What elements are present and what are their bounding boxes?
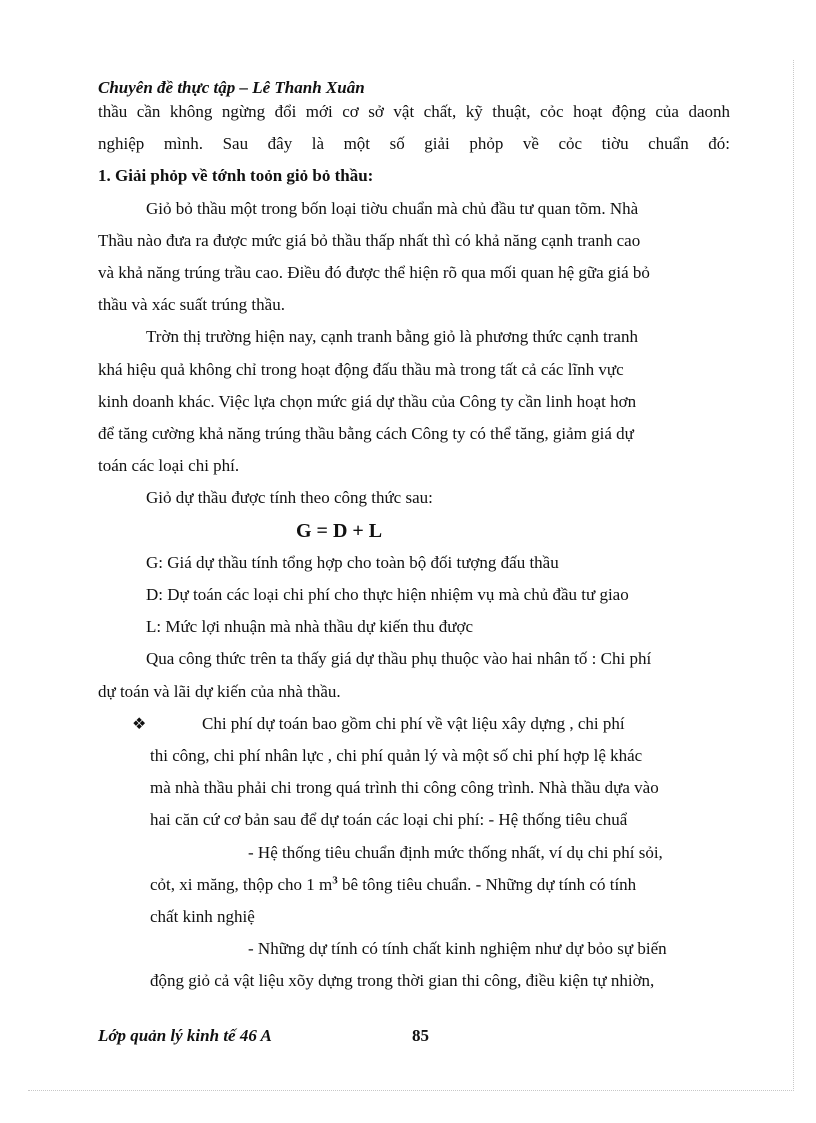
text-line: Qua công thức trên ta thấy giá dự thầu phụ thuộc vào hai nhân tố : Chi phí <box>146 649 652 669</box>
text-line: động giỏ cả vật liệu xõy dựng trong thời gian thi công, điều kiện tự nhiờn, <box>150 971 655 991</box>
superscript: 3 <box>332 874 338 887</box>
bullet-item <box>98 708 730 740</box>
text-line: dự toán và lãi dự kiến của nhà thầu. <box>98 681 341 701</box>
text-line: thầu cần không ngừng đổi mới cơ sở vật chất, kỹ thuật, cỏc hoạt động của daonh <box>98 102 730 121</box>
text-line: Giỏ bỏ thầu một trong bốn loại tiờu chuẩn mà chủ đầu tư quan tõm. Nhà <box>146 198 639 218</box>
text-line: nghiệp mình. Sau đây là một số giải phỏp về cỏc tiờu chuẩn đó: <box>98 134 730 154</box>
text-line: Thầu nào đưa ra được mức giá bỏ thầu thấp nhất thì có khả năng cạnh tranh cao <box>98 230 641 250</box>
definition-l: L: Mức lợi nhuận mà nhà thầu dự kiến thu được <box>146 617 474 637</box>
formula: G = D + L <box>296 519 383 542</box>
text-line: khá hiệu quả không chỉ trong hoạt động đấu thầu mà trong tất cả các lĩnh vực <box>98 359 624 379</box>
running-header: Chuyên đề thực tập – Lê Thanh Xuân <box>98 78 365 97</box>
text-line: - Hệ thống tiêu chuẩn định mức thống nhất, ví dụ chi phí sỏi, <box>248 842 663 862</box>
text-segment: cỏt, xi măng, thộp cho 1 m <box>150 874 333 894</box>
section-heading: 1. Giải phỏp về tớnh toỏn giỏ bỏ thầu: <box>98 166 374 186</box>
text-line: toán các loại chi phí. <box>98 456 240 476</box>
text-line: mà nhà thầu phải chi trong quá trình thi công công trình. Nhà thầu dựa vào <box>150 778 659 798</box>
text-line: và khả năng trúng trầu cao. Điều đó được thể hiện rõ qua mối quan hệ gữa giá bỏ <box>98 262 650 282</box>
page-border-right <box>793 60 794 1091</box>
text-line: kinh doanh khác. Việc lựa chọn mức giá dự thầu của Công ty cần linh hoạt hơn <box>98 391 637 411</box>
text-line: Giỏ dự thầu được tính theo công thức sau: <box>146 488 433 508</box>
definition-d: D: Dự toán các loại chi phí cho thực hiện nhiệm vụ mà chủ đầu tư giao <box>146 585 629 605</box>
page-number: 85 <box>412 1026 429 1045</box>
text-line: để tăng cường khả năng trúng thầu bằng cách Công ty có thể tăng, giảm giá dự <box>98 424 634 443</box>
text-line: Trờn thị trường hiện nay, cạnh tranh bằng giỏ là phương thức cạnh tranh <box>146 327 638 347</box>
text-line <box>98 869 730 901</box>
bullet-text: Chi phí dự toán bao gồm chi phí về vật liệu xây dựng , chi phí <box>202 713 625 733</box>
text-line: chất kinh nghiệ <box>150 907 255 927</box>
text-line: thi công, chi phí nhân lực , chi phí quản lý và một số chi phí hợp lệ khác <box>150 746 643 766</box>
text-line: - Những dự tính có tính chất kinh nghiệm như dự bỏo sự biến <box>248 939 667 959</box>
definition-g: G: Giá dự thầu tính tổng hợp cho toàn bộ đối tượng đấu thầu <box>146 552 559 572</box>
text-line: thầu và xác suất trúng thầu. <box>98 295 285 315</box>
text-segment: bê tông tiêu chuẩn. - Những dự tính có tính <box>337 874 637 894</box>
diamond-bullet-icon: ❖ <box>132 713 147 733</box>
document-body <box>98 96 730 998</box>
page-border-bottom <box>28 1090 794 1091</box>
text-line: hai căn cứ cơ bản sau để dự toán các loại chi phí: - Hệ thống tiêu chuẩ <box>150 810 628 830</box>
footer-class-label: Lớp quản lý kinh tế 46 A <box>98 1026 272 1045</box>
